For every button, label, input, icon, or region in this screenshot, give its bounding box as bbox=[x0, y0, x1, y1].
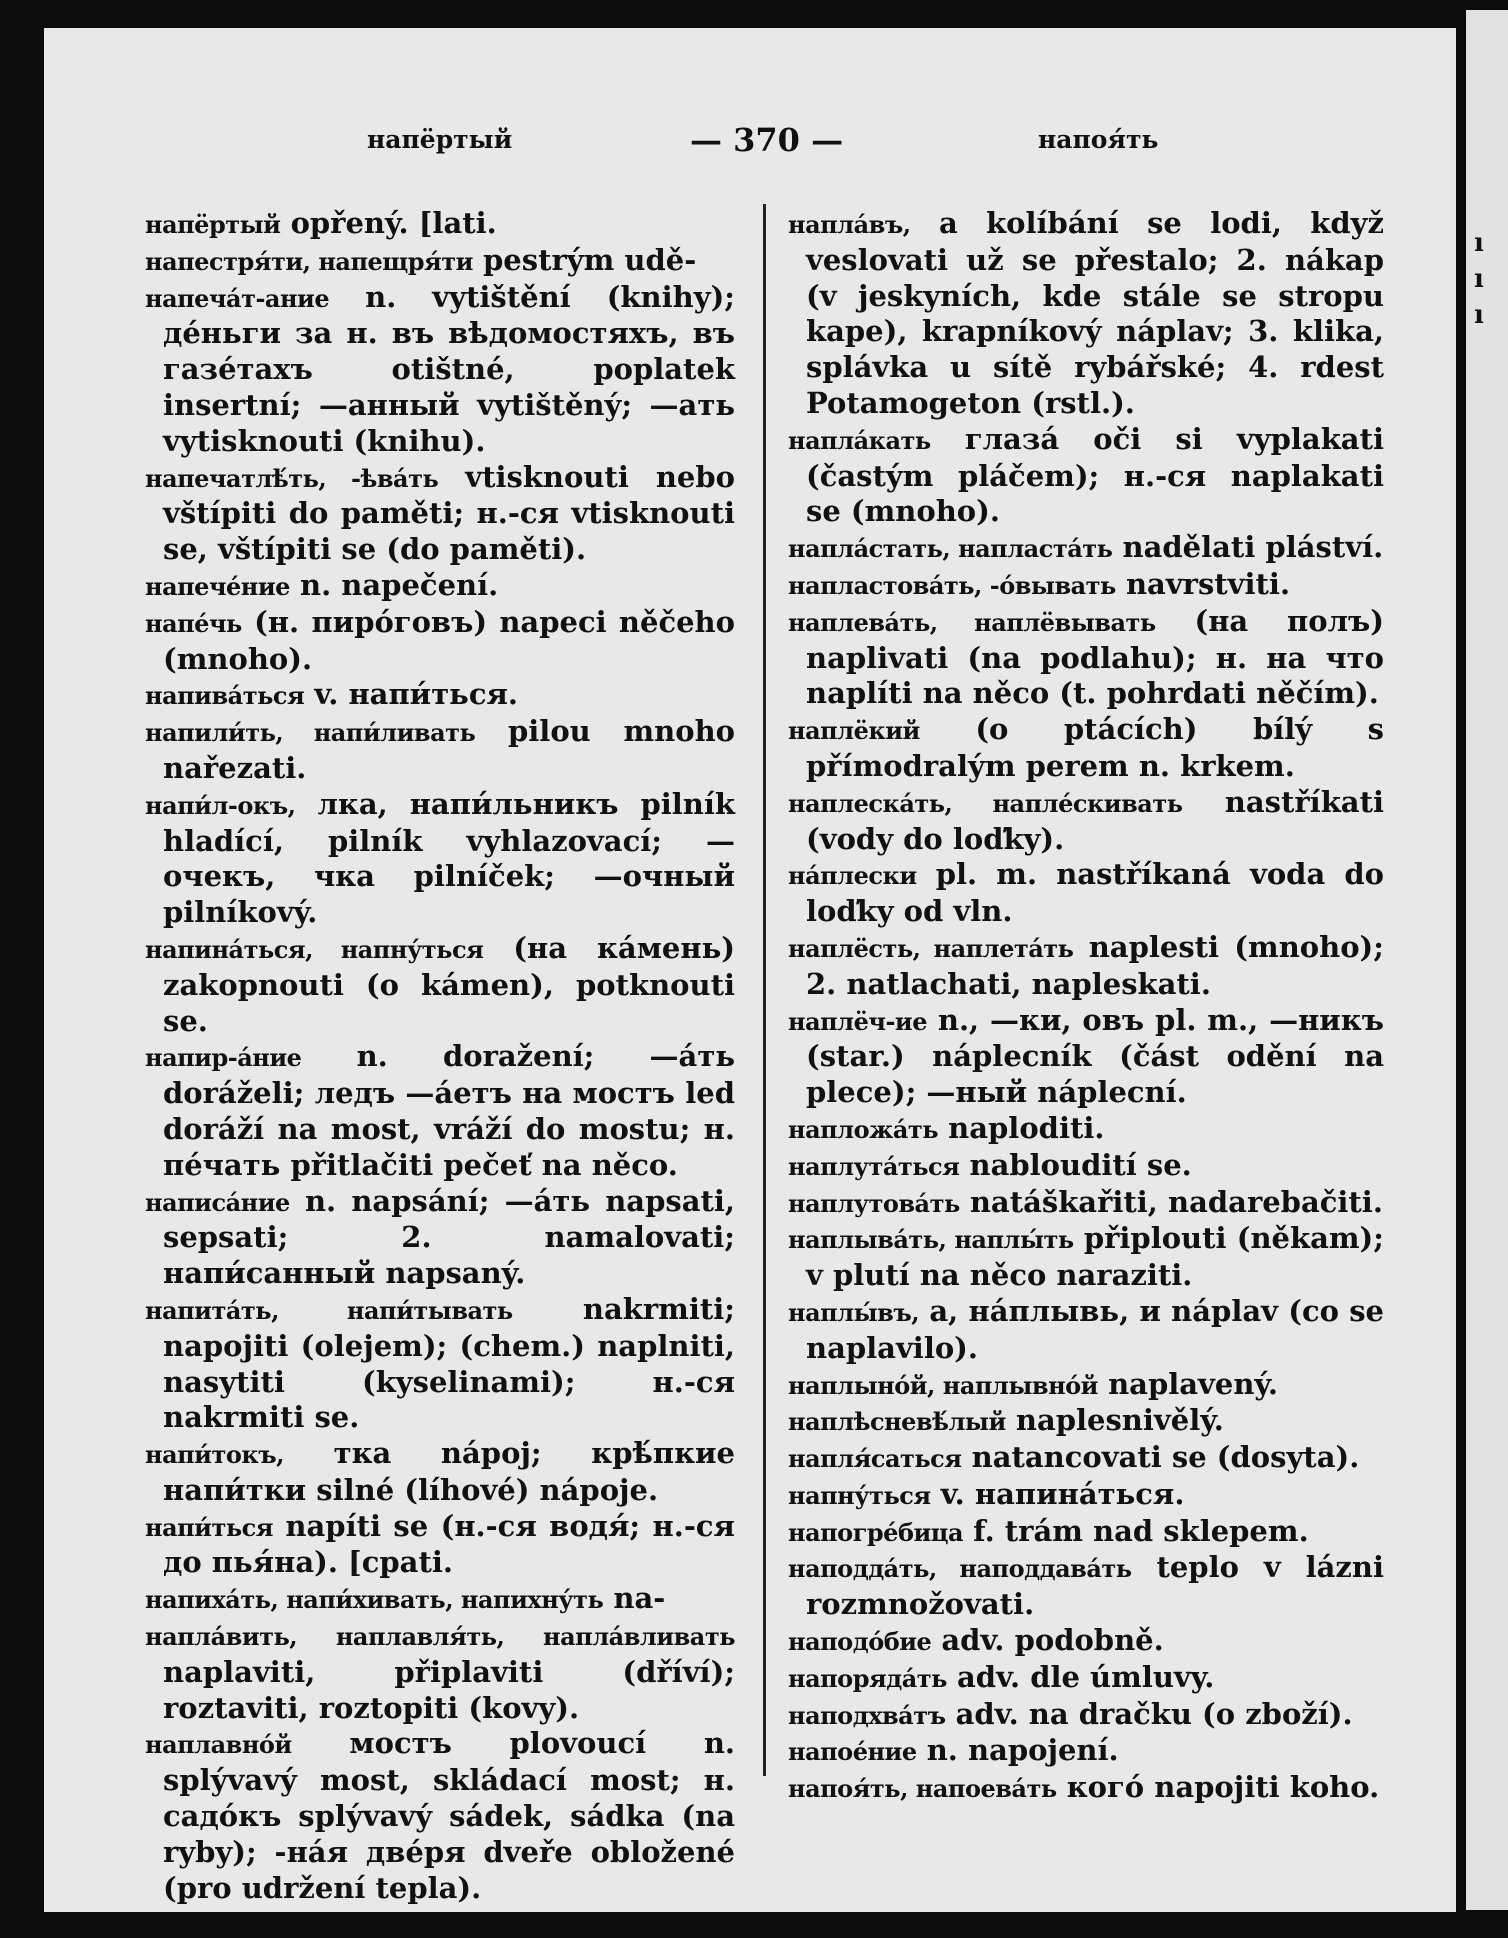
dictionary-entry bbox=[145, 1436, 735, 1509]
entry-headword: напестря́ти, напещря́ти bbox=[145, 246, 473, 276]
dictionary-entry bbox=[145, 1039, 735, 1183]
entry-headword: наплеска́ть, напле́скивать bbox=[788, 788, 1183, 818]
dictionary-entry bbox=[145, 787, 735, 931]
entry-headword: наплы́въ, bbox=[788, 1297, 920, 1327]
adjacent-page-edge bbox=[1466, 10, 1508, 1910]
entry-headword: напластова́ть, -о́вывать bbox=[788, 570, 1116, 600]
entry-headword: напили́ть, напи́ливать bbox=[145, 718, 476, 748]
entry-headword: напложа́ть bbox=[788, 1114, 939, 1144]
dictionary-entry bbox=[788, 1111, 1384, 1148]
entry-definition: a, на́плывь, и náplav (co se naplavilo). bbox=[806, 1293, 1384, 1365]
entry-headword: наподхва́тъ bbox=[788, 1700, 946, 1730]
entry-headword: напогре́бица bbox=[788, 1517, 964, 1547]
dictionary-entry bbox=[788, 1623, 1384, 1660]
dictionary-entry bbox=[788, 930, 1384, 1003]
entry-definition: adv. dle úmluvy. bbox=[946, 1659, 1215, 1694]
dictionary-entry bbox=[145, 460, 735, 568]
entry-definition: nakrmiti; napojiti (olejem); (chem.) naplniti, nasytiti (kyselinami); н.-ся nakrmiti se. bbox=[163, 1291, 735, 1435]
entry-headword: напла́въ, bbox=[788, 210, 911, 239]
dictionary-entry bbox=[145, 1581, 735, 1618]
dictionary-entry bbox=[788, 1403, 1384, 1440]
entry-definition: кого́ napojiti koho. bbox=[1056, 1770, 1380, 1805]
dictionary-entry bbox=[145, 931, 735, 1039]
entry-headword: напиха́ть, напи́хивать, напихну́ть bbox=[145, 1585, 604, 1615]
entry-definition: pilou mnoho nařezati. bbox=[163, 714, 735, 785]
entry-definition: naplaviti, připlaviti (dříví); roztaviti, roztopiti (kovy). bbox=[163, 1654, 735, 1725]
dictionary-entry bbox=[788, 1660, 1384, 1697]
entry-headword: напина́ться, напну́ться bbox=[145, 934, 484, 964]
dictionary-entry bbox=[788, 1770, 1384, 1807]
entry-definition: natancovati se (dosyta). bbox=[961, 1440, 1360, 1475]
entry-definition: (o ptácích) bílý s přímodralým perem n. krkem. bbox=[806, 712, 1384, 783]
entry-headword: напеча́т-ание bbox=[145, 283, 330, 313]
entry-headword: напла́стать, напласта́ть bbox=[788, 534, 1113, 564]
dictionary-entry bbox=[788, 1514, 1384, 1551]
entry-headword: напла́вить, наплавля́ть, напла́вливать bbox=[145, 1622, 735, 1652]
dictionary-entry bbox=[788, 1440, 1384, 1477]
entry-definition: f. trám nad sklepem. bbox=[963, 1513, 1309, 1548]
entry-definition: natáškařiti, nadarebačiti. bbox=[959, 1184, 1383, 1219]
entry-definition: na- bbox=[603, 1581, 666, 1616]
entry-headword: напита́ть, напи́тывать bbox=[145, 1295, 513, 1325]
entry-headword: напое́ние bbox=[788, 1737, 917, 1767]
entry-definition: naplesti (mnoho); 2. natlachati, napleskati. bbox=[806, 929, 1384, 1001]
entry-definition: n. vytištění (knihy); де́ньги за н. въ вѣдомостяхъ, въ газе́тахъ otištné, poplatek insertní; —анный vytištěný; —ать vytisknouti (knihu). bbox=[163, 279, 735, 458]
entry-definition: v. напина́ться. bbox=[930, 1476, 1185, 1511]
dictionary-entry bbox=[788, 1294, 1384, 1367]
entry-headword: напла́кать bbox=[788, 425, 931, 455]
entry-headword: напече́ние bbox=[145, 571, 290, 601]
right-running-head: напоя́ть bbox=[1038, 125, 1159, 154]
entry-definition: мостъ plovoucí n. splývavý most, skládací most; н. садо́къ splývavý sádek, sádka (na ryby); -на́я две́ря dveře obložené (pro udržení tepla). bbox=[163, 1726, 735, 1905]
dictionary-entry bbox=[788, 1148, 1384, 1185]
dictionary-entry bbox=[788, 1221, 1384, 1294]
entry-headword: написа́ние bbox=[145, 1187, 290, 1217]
entry-headword: напоряда́ть bbox=[788, 1663, 947, 1693]
column-divider bbox=[763, 204, 766, 1776]
entry-definition: navrstviti. bbox=[1115, 566, 1291, 601]
entry-headword: на́плески bbox=[788, 861, 917, 891]
entry-headword: напну́ться bbox=[788, 1480, 931, 1510]
entry-definition: vtisknouti nebo vštípiti do paměti; н.-ся vtisknouti se, vštípiti se (do paměti). bbox=[163, 459, 735, 567]
entry-headword: наплёсть, наплета́ть bbox=[788, 933, 1074, 963]
page-header bbox=[0, 121, 1508, 165]
entry-definition: adv. na dračku (o zboží). bbox=[945, 1696, 1353, 1731]
entry-definition: тка nápoj; крѣ́пкие напи́тки silné (líhové) nápoje. bbox=[163, 1436, 735, 1507]
entry-definition: teplo v lázni rozmnožovati. bbox=[806, 1550, 1384, 1622]
dictionary-entry bbox=[145, 1292, 735, 1436]
dictionary-entry bbox=[145, 280, 735, 460]
dictionary-entry bbox=[145, 1184, 735, 1292]
entry-definition: nastříkati (vody do loďky). bbox=[806, 784, 1384, 856]
dictionary-entry bbox=[788, 712, 1384, 785]
entry-headword: наплыва́ть, наплы́ть bbox=[788, 1225, 1074, 1255]
entry-definition: a kolíbání se lodi, když veslovati už se přestalo; 2. nákap (v jeskyních, kde stále se stropu kape), krapníkový náplav; 3. klika, splávka u sítě rybářské; 4. rdest Potamogeton (rstl.). bbox=[806, 206, 1384, 420]
dictionary-entry bbox=[788, 1003, 1384, 1111]
entry-definition: n. doražení; —а́ть doráželi; ледъ —а́етъ на мостъ led doráží na most, vráží do mostu; н. пе́чать přitlačiti pečeť na něco. bbox=[163, 1039, 735, 1182]
entry-headword: напи́токъ, bbox=[145, 1440, 284, 1470]
entry-definition: n., —ки, овъ pl. m., —никъ (star.) náplecník (část odění na plece); —ный náplecní. bbox=[806, 1002, 1384, 1110]
dictionary-entry bbox=[145, 568, 735, 605]
entry-headword: наплѣсневѣ́лый bbox=[788, 1407, 1006, 1437]
dictionary-entry bbox=[145, 714, 735, 787]
entry-definition: (н. пиро́говъ) napeci něčeho (mnoho). bbox=[163, 604, 735, 676]
right-column bbox=[788, 206, 1384, 1807]
entry-definition: napíti se (н.-ся водя́; н.-ся до пья́на). [cpati. bbox=[163, 1508, 735, 1580]
entry-definition: n. napečení. bbox=[289, 567, 499, 602]
dictionary-entry bbox=[788, 567, 1384, 604]
dictionary-entry bbox=[145, 1509, 735, 1582]
entry-headword: напёртый bbox=[145, 210, 281, 239]
page-number: — 370 — bbox=[690, 121, 844, 159]
entry-definition: naplavený. bbox=[1097, 1366, 1279, 1401]
entry-headword: наплутова́ть bbox=[788, 1188, 960, 1218]
entry-headword: напоя́ть, напоева́ть bbox=[788, 1774, 1057, 1804]
entry-definition: opřený. [lati. bbox=[280, 206, 497, 240]
entry-definition: (на ка́мень) zakopnouti (o kámen), potknouti se. bbox=[163, 930, 735, 1038]
entry-definition: pl. m. nastříkaná voda do loďky od vln. bbox=[806, 857, 1384, 929]
entry-definition: n. napsání; —а́ть napsati, sepsati; 2. namalovati; напи́санный napsaný. bbox=[163, 1183, 735, 1291]
entry-headword: напива́ться bbox=[145, 681, 305, 711]
entry-definition: n. napojení. bbox=[916, 1733, 1119, 1768]
entry-headword: наплёкий bbox=[788, 716, 920, 746]
dictionary-entry bbox=[788, 422, 1384, 530]
entry-definition: naploditi. bbox=[938, 1110, 1105, 1145]
entry-headword: напе́чь bbox=[145, 608, 242, 638]
entry-definition: naplesnivělý. bbox=[1005, 1403, 1224, 1438]
entry-headword: напля́саться bbox=[788, 1444, 962, 1474]
entry-definition: глаза́ oči si vyplakati (častým pláčem); н.-ся naplakati se (mnoho). bbox=[806, 421, 1384, 529]
left-column bbox=[145, 206, 735, 1906]
entry-headword: наплёч-ие bbox=[788, 1006, 927, 1036]
dictionary-entry bbox=[788, 530, 1384, 567]
dictionary-entry bbox=[788, 1550, 1384, 1623]
entry-definition: лка, напи́льникъ pilník hladící, pilník vyhlazovací; —очекъ, чка pilníček; —очный pilníkový. bbox=[163, 786, 735, 930]
dictionary-entry bbox=[145, 605, 735, 678]
entry-headword: наплавно́й bbox=[145, 1730, 292, 1760]
entry-definition: nadělati pláství. bbox=[1112, 530, 1384, 565]
dictionary-entry bbox=[145, 243, 735, 280]
dictionary-entry bbox=[788, 206, 1384, 422]
entry-definition: připlouti (někam); v plutí na něco naraziti. bbox=[806, 1221, 1384, 1293]
entry-definition: adv. podobně. bbox=[931, 1623, 1164, 1658]
entry-definition: pestrým udě- bbox=[472, 242, 697, 277]
entry-headword: наплыно́й, наплывно́й bbox=[788, 1370, 1098, 1400]
dictionary-entry bbox=[788, 1733, 1384, 1770]
entry-headword: наподда́ть, наподдава́ть bbox=[788, 1554, 1132, 1584]
dictionary-entry bbox=[145, 1618, 735, 1726]
entry-headword: напечатлѣ́ть, -ѣва́ть bbox=[145, 463, 439, 493]
left-running-head: напёртый bbox=[367, 125, 513, 154]
dictionary-entry bbox=[145, 677, 735, 714]
dictionary-entry bbox=[788, 1697, 1384, 1734]
dictionary-entry bbox=[788, 604, 1384, 712]
edge-marks: ı ı ı bbox=[1474, 228, 1484, 330]
entry-definition: nabloudití se. bbox=[959, 1147, 1192, 1182]
dictionary-entry bbox=[788, 1367, 1384, 1404]
entry-headword: напи́л-окъ, bbox=[145, 790, 296, 820]
entry-headword: наподо́бие bbox=[788, 1627, 932, 1657]
entry-headword: напи́ться bbox=[145, 1512, 273, 1542]
entry-definition: (на полъ) naplivati (na podlahu); н. на что naplíti na něco (t. pohrdati něčím). bbox=[806, 603, 1384, 711]
dictionary-entry bbox=[788, 1185, 1384, 1222]
dictionary-entry bbox=[145, 1726, 735, 1906]
dictionary-entry bbox=[145, 206, 735, 243]
entry-headword: напир-а́ние bbox=[145, 1043, 302, 1073]
entry-definition: v. напи́ться. bbox=[304, 677, 519, 712]
dictionary-entry bbox=[788, 785, 1384, 858]
dictionary-entry bbox=[788, 857, 1384, 930]
entry-headword: наплута́ться bbox=[788, 1151, 960, 1181]
dictionary-entry bbox=[788, 1477, 1384, 1514]
entry-headword: наплева́ть, наплёвывать bbox=[788, 607, 1156, 637]
